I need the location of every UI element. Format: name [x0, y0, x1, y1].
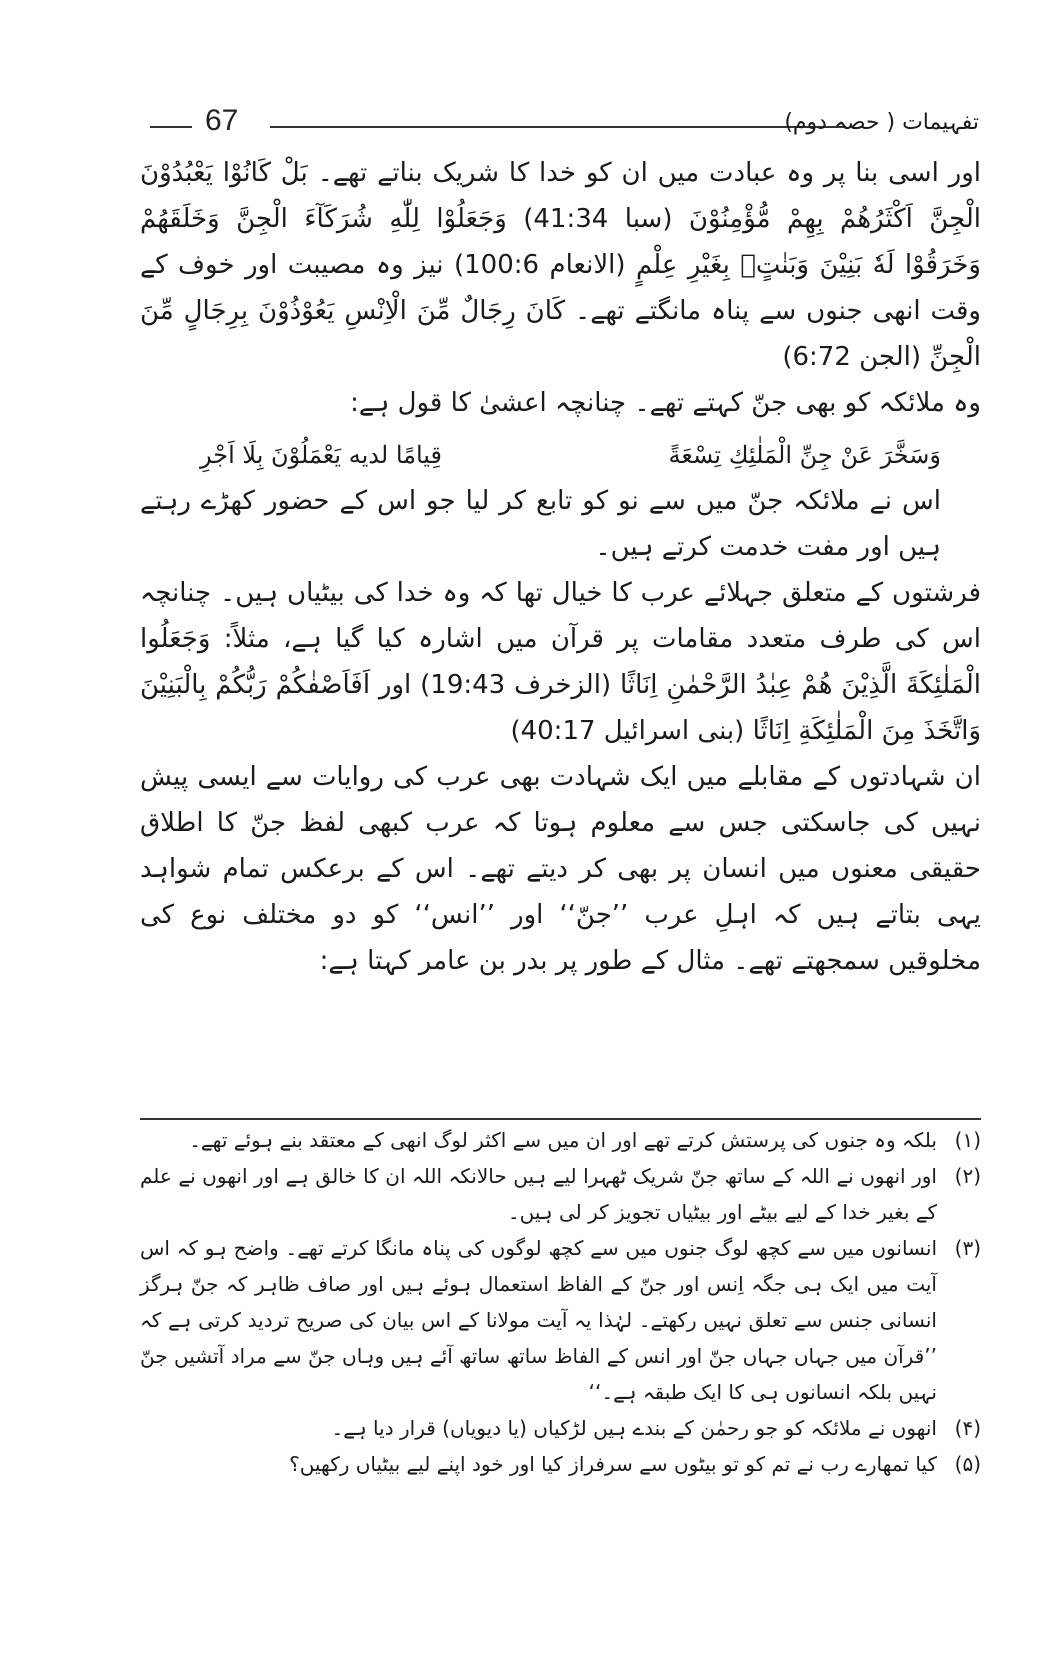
running-head: تفہیمات ( حصہ دوم) [784, 110, 979, 135]
footnote-text: انھوں نے ملائکہ کو جو رحمٰن کے بندے ہیں لڑکیاں (یا دیویاں) قرار دیا ہے۔ [331, 1416, 937, 1440]
page-number: 67 [205, 104, 239, 137]
footnotes [140, 1122, 981, 1482]
verse-first-hemistich: وَسَخَّرَ عَنْ جِنِّ الْمَلٰئِكِ تِسْعَةً [668, 441, 941, 469]
paragraph-4: ان شہادتوں کے مقابلے میں ایک شہادت بھی عرب کی روایات سے ایسی پیش نہیں کی جاسکتی جس سے معلوم ہوتا کہ عرب کبھی لفظ جنّ کا اطلاق حقیقی معنوں میں انسان پر بھی کر دیتے تھے۔ اس کے برعکس تمام شواہد یہی بتاتے ہیں کہ اہلِ عرب ’’جنّ‘‘ اور ’’انس‘‘ کو دو مختلف نوع کی مخلوقیں سمجھتے تھے۔ مثال کے طور پر بدر بن عامر کہتا ہے: [140, 762, 981, 976]
footnote-text: کیا تمھارے رب نے تم کو تو بیٹوں سے سرفراز کیا اور خود اپنے لیے بیٹیاں رکھیں؟ [289, 1452, 937, 1476]
footnote [140, 1230, 981, 1410]
footnote [140, 1158, 981, 1230]
paragraph-2: وہ ملائکہ کو بھی جنّ کہتے تھے۔ چنانچہ اعشیٰ کا قول ہے: [350, 388, 981, 418]
footnote-text: اور انھوں نے اللہ کے ساتھ جنّ شریک ٹھہرا لیے ہیں حالانکہ اللہ ان کا خالق ہے اور انھوں نے علم کے بغیر خدا کے لیے بیٹے اور بیٹیاں تجویز کر لی ہیں۔ [140, 1164, 937, 1224]
footnote-rule [140, 1118, 981, 1120]
header-rule-left [150, 126, 192, 128]
header-rule [270, 126, 844, 128]
footnote-number: (۴) [954, 1416, 981, 1440]
main-text [140, 150, 981, 984]
arabic-verse [140, 426, 981, 478]
footnote [140, 1122, 981, 1158]
footnote-number: (۵) [954, 1452, 981, 1476]
footnote [140, 1446, 981, 1482]
verse-translation: اس نے ملائکہ جنّ میں سے نو کو تابع کر لیا جو اس کے حضور کھڑے رہتے ہیں اور مفت خدمت کرتے ہیں۔ [140, 486, 941, 562]
verse-second-hemistich: قِيامًا لديه يَعْمَلُوْنَ بِلَا اَجْرِ [200, 441, 443, 469]
footnote-text: انسانوں میں سے کچھ لوگ جنوں میں سے کچھ لوگوں کی پناہ مانگا کرتے تھے۔ واضح ہو کہ اس آیت میں ایک ہی جگہ اِنس اور جنّ کے الفاظ استعمال ہوئے ہیں اور صاف ظاہر کہ جنّ ہرگز انسانی جنس سے تعلق نہیں رکھتے۔ لہٰذا یہ آیت مولانا کے اس بیان کی صریح تردید کرتی ہے کہ ’’قرآن میں جہاں جہاں جنّ اور انس کے الفاظ ساتھ ساتھ آئے ہیں وہاں جنّ سے مراد آتشیں جنّ نہیں بلکہ انسانوں ہی کا ایک طبقہ ہے۔‘‘ [140, 1236, 937, 1404]
footnote-number: (۳) [954, 1236, 981, 1260]
footnote-number: (۲) [954, 1164, 981, 1188]
footnote-text: بلکہ وہ جنوں کی پرستش کرتے تھے اور ان میں سے اکثر لوگ انھی کے معتقد بنے ہوئے تھے۔ [189, 1128, 937, 1152]
paragraph-1: اور اسی بنا پر وہ عبادت میں ان کو خدا کا شریک بناتے تھے۔ بَلْ كَانُوْا يَعْبُدُوْنَ الْجِنَّ اَكْثَرُهُمْ بِهِمْ مُّؤْمِنُوْنَ (سبا 41:34) وَجَعَلُوْا لِلّٰهِ شُرَكَآءَ الْجِنَّ وَخَلَقَهُمْ وَخَرَقُوْا لَهٗ بَنِيْنَ وَبَنٰتٍۢ بِغَيْرِ عِلْمٍ (الانعام 100:6) نیز وہ مصیبت اور خوف کے وقت انھی جنوں سے پناہ مانگتے تھے۔ كَانَ رِجَالٌ مِّنَ الْاِنْسِ يَعُوْذُوْنَ بِرِجَالٍ مِّنَ الْجِنِّ (الجن 6:72) [140, 158, 982, 372]
footnote [140, 1410, 981, 1446]
page-header [150, 104, 979, 150]
footnote-number: (۱) [954, 1128, 981, 1152]
paragraph-3: فرشتوں کے متعلق جہلائے عرب کا خیال تھا کہ وہ خدا کی بیٹیاں ہیں۔ چنانچہ اس کی طرف متعدد مقامات پر قرآن میں اشارہ کیا گیا ہے، مثلاً: وَجَعَلُوا الْمَلٰئِكَةَ الَّذِيْنَ هُمْ عِبٰدُ الرَّحْمٰنِ اِنَاثًا (الزخرف 19:43) اور اَفَاَصْفٰكُمْ رَبُّكُمْ بِالْبَنِيْنَ وَاتَّخَذَ مِنَ الْمَلٰئِكَةِ اِنَاثًا (بنی اسرائیل 40:17) [140, 578, 981, 746]
